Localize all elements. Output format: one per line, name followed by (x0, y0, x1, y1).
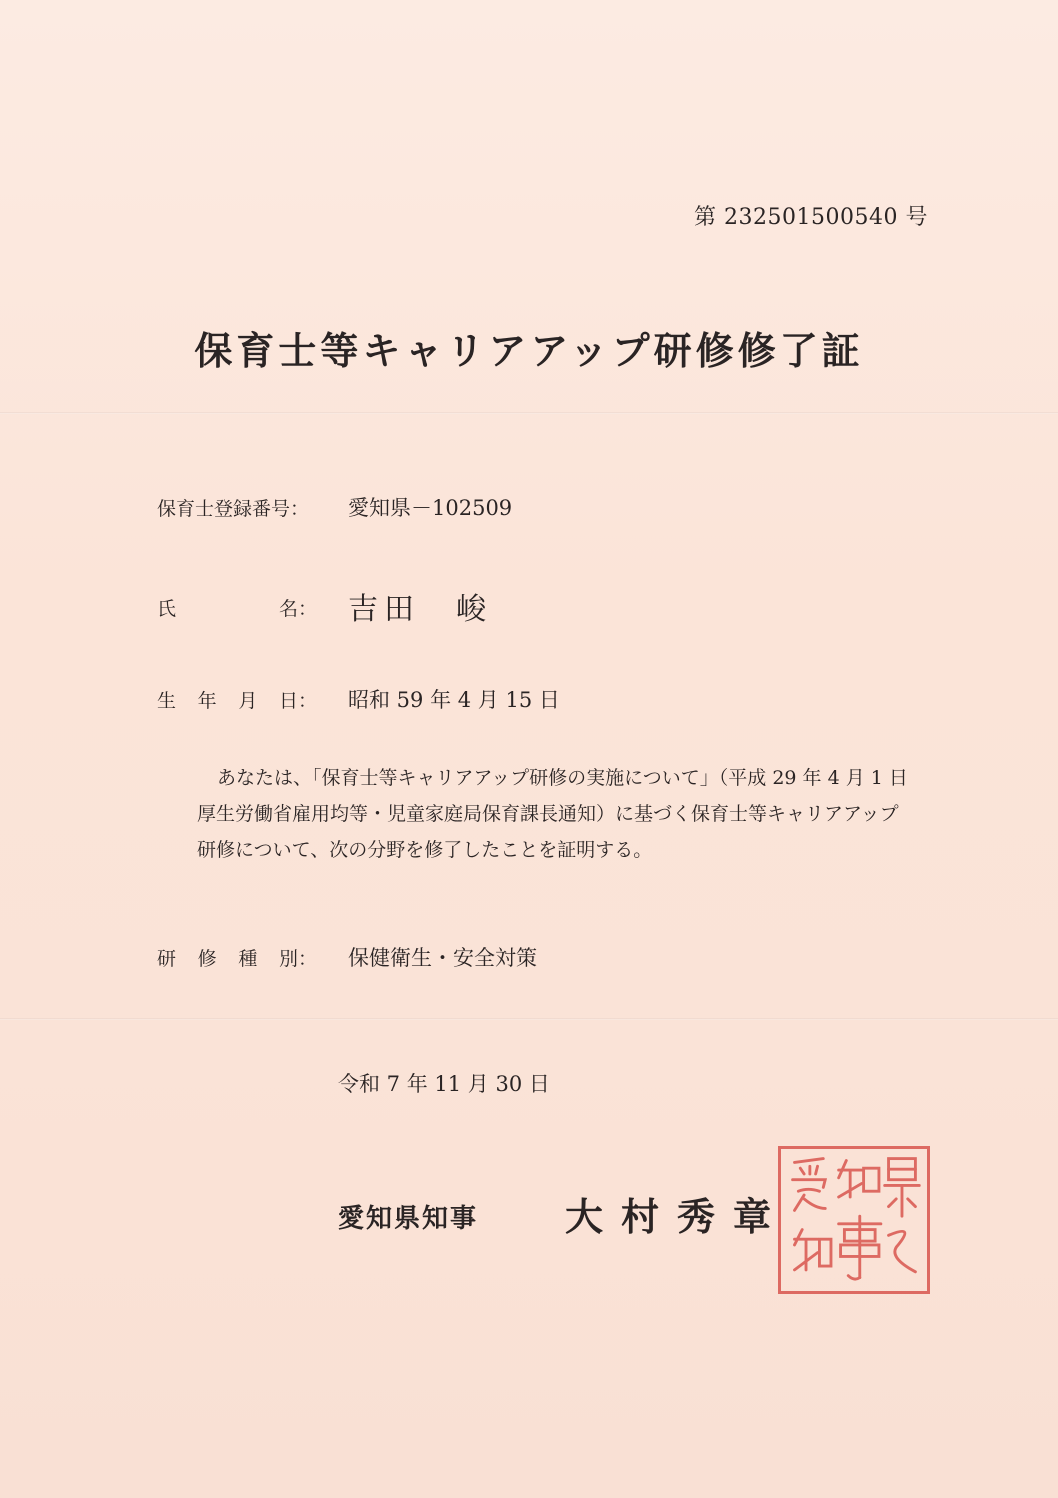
name-value: 吉田 峻 (348, 592, 492, 627)
paper-fold-line (0, 1018, 1058, 1020)
training-type-label: 研 修 種 別： (157, 948, 317, 970)
issue-date: 令和 7 年 11 月 30 日 (338, 1072, 550, 1096)
name-label: 氏 名： (157, 598, 317, 620)
statement-line: あなたは、「保育士等キャリアアップ研修の実施について」（平成 29 年 4 月 1 日 (217, 767, 908, 789)
statement-line: 研修について、次の分野を修了したことを証明する。 (197, 839, 653, 861)
registration-label: 保育士登録番号： (157, 498, 310, 520)
birthdate-label: 生 年 月 日： (157, 690, 317, 712)
training-type-value: 保健衛生・安全対策 (348, 946, 537, 970)
issuer-title: 愛知県知事 (338, 1204, 479, 1234)
certificate-number: 第 232501500540 号 (694, 205, 928, 230)
certification-statement (197, 760, 937, 868)
issuer-name: 大村秀章 (565, 1194, 790, 1239)
paper-fold-line (0, 412, 1058, 414)
official-seal-stamp (778, 1146, 930, 1294)
statement-line: 厚生労働省雇用均等・児童家庭局保育課長通知）に基づく保育士等キャリアアップ (197, 803, 899, 825)
registration-value: 愛知県－102509 (348, 496, 513, 520)
seal-glyphs-icon (781, 1149, 927, 1291)
birthdate-value: 昭和 59 年 4 月 15 日 (348, 688, 560, 712)
certificate-title: 保育士等キャリアアップ研修修了証 (194, 328, 864, 373)
